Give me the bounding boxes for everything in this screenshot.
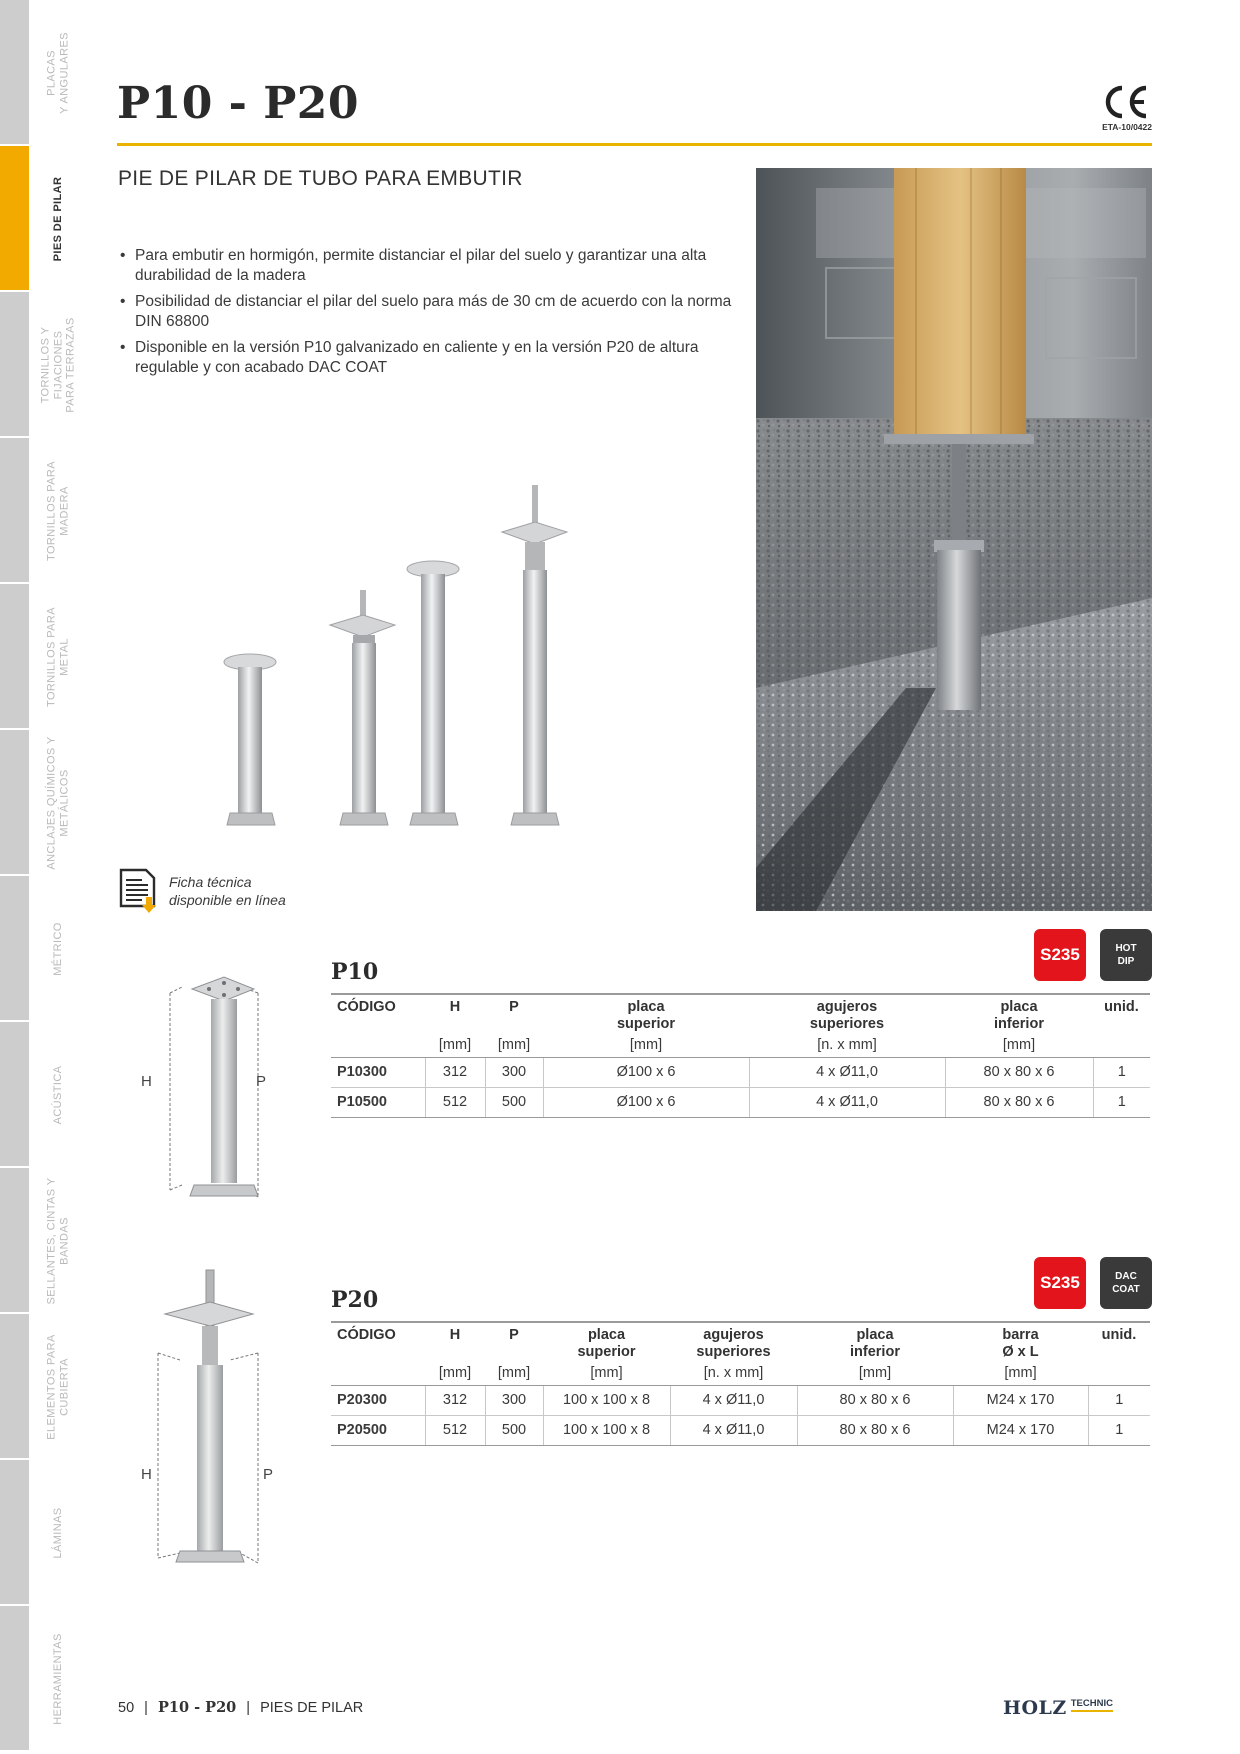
- fiche-tecnica-text[interactable]: [169, 873, 286, 909]
- page-number: 50: [118, 1700, 135, 1716]
- col-header: H: [449, 1327, 461, 1343]
- table-cell: 4 x Ø11,0: [670, 1386, 797, 1416]
- unit-cell: [mm]: [945, 1033, 1093, 1058]
- col-header: [953, 1323, 1088, 1361]
- sidebar-tab[interactable]: [0, 584, 29, 730]
- unit-cell: [mm]: [485, 1361, 543, 1386]
- installation-photo: [756, 168, 1152, 911]
- col-header-line: superiores: [696, 1344, 771, 1360]
- p20-finish-line1: DAC: [1115, 1271, 1137, 1282]
- sidebar-tab-label: TORNILLOS PARA MADERA: [45, 461, 70, 561]
- product-render: [205, 475, 655, 835]
- col-header-line: agujeros: [703, 1327, 764, 1343]
- col-header-line: barra: [1002, 1327, 1039, 1343]
- p10-finish-line1: HOT: [1115, 943, 1137, 954]
- feature-item: • Posibilidad de distanciar el pilar del suelo para más de 30 cm de acuerdo con la norma DIN 68800: [118, 292, 738, 332]
- sidebar-tab[interactable]: [0, 146, 29, 292]
- sidebar-tab-label: PLACAS Y ANGULARES: [45, 32, 70, 114]
- col-header-line: agujeros: [816, 999, 878, 1015]
- unit-cell: [331, 1361, 425, 1386]
- code-cell: P10500: [331, 1088, 425, 1118]
- p10-dimension-diagram: [140, 975, 280, 1220]
- footer-separator: |: [246, 1700, 251, 1716]
- brand-sub: TECHNIC: [1071, 1698, 1113, 1712]
- p10-dim-p: P: [256, 1073, 267, 1090]
- table-cell: Ø100 x 6: [543, 1058, 749, 1088]
- unit-cell: [1088, 1361, 1150, 1386]
- table-row: [331, 1386, 1150, 1416]
- feature-list: [118, 246, 738, 384]
- unit-cell: [mm]: [425, 1033, 485, 1058]
- table-cell: 80 x 80 x 6: [797, 1386, 953, 1416]
- code-cell: P20500: [331, 1416, 425, 1446]
- table-cell: 80 x 80 x 6: [797, 1416, 953, 1446]
- sidebar-tab-label: TORNILLOS PARA METAL: [45, 607, 70, 707]
- sidebar-tab[interactable]: [0, 1460, 29, 1606]
- table-cell: 312: [425, 1058, 485, 1088]
- page-subtitle: PIE DE PILAR DE TUBO PARA EMBUTIR: [118, 167, 523, 190]
- unit-cell: [n. x mm]: [749, 1033, 945, 1058]
- fiche-line-1: Ficha técnica: [169, 874, 252, 890]
- col-header: CÓDIGO: [337, 999, 396, 1015]
- title-rule: [117, 143, 1152, 146]
- table-cell: 4 x Ø11,0: [749, 1058, 945, 1088]
- sidebar-tab[interactable]: [0, 730, 29, 876]
- p10-short-render: [224, 654, 276, 825]
- table-cell: 300: [485, 1058, 543, 1088]
- sidebar-tab[interactable]: [0, 1022, 29, 1168]
- unit-cell: [mm]: [543, 1361, 670, 1386]
- p10-dim-h: H: [141, 1073, 152, 1090]
- page-footer: [118, 1699, 363, 1716]
- col-header: P: [509, 1327, 519, 1343]
- unit-cell: [331, 1033, 425, 1058]
- sidebar-tab-label: LÁMINAS: [51, 1507, 64, 1559]
- table-cell: 512: [425, 1416, 485, 1446]
- table-cell: 80 x 80 x 6: [945, 1058, 1093, 1088]
- p10-finish-badge: [1100, 929, 1152, 981]
- code-cell: P10300: [331, 1058, 425, 1088]
- unit-cell: [n. x mm]: [670, 1361, 797, 1386]
- table-cell: M24 x 170: [953, 1386, 1088, 1416]
- sidebar-tab-label: ELEMENTOS PARA CUBIERTA: [45, 1334, 70, 1440]
- code-cell: P20300: [331, 1386, 425, 1416]
- table-cell: 1: [1093, 1058, 1150, 1088]
- table-cell: 4 x Ø11,0: [670, 1416, 797, 1446]
- sidebar-tab[interactable]: [0, 438, 29, 584]
- table-cell: 512: [425, 1088, 485, 1118]
- p20-dimension-diagram: [140, 1268, 280, 1568]
- table-cell: 80 x 80 x 6: [945, 1088, 1093, 1118]
- footer-section: PIES DE PILAR: [260, 1700, 364, 1716]
- p20-title: P20: [331, 1287, 379, 1313]
- p20-short-render: [330, 590, 395, 825]
- col-header: unid.: [1101, 1327, 1137, 1343]
- p10-finish-line2: DIP: [1117, 956, 1135, 967]
- table-cell: 1: [1088, 1386, 1150, 1416]
- table-cell: 500: [485, 1088, 543, 1118]
- col-header-line: placa: [1000, 999, 1038, 1015]
- col-header: CÓDIGO: [337, 1327, 396, 1343]
- col-header: [945, 995, 1093, 1033]
- brand-logo: [1003, 1697, 1113, 1719]
- sidebar-tab-label: ANCLAJES QUÍMICOS Y METÁLICOS: [45, 736, 70, 870]
- unit-cell: [mm]: [953, 1361, 1088, 1386]
- col-header-line: placa: [856, 1327, 894, 1343]
- p10-title: P10: [331, 959, 379, 985]
- col-header-line: Ø x L: [1002, 1344, 1039, 1360]
- sidebar-tab[interactable]: [0, 1314, 29, 1460]
- table-row: [331, 1416, 1150, 1446]
- sidebar-tab[interactable]: [0, 292, 29, 438]
- table-cell: 100 x 100 x 8: [543, 1386, 670, 1416]
- unit-cell: [mm]: [485, 1033, 543, 1058]
- table-cell: 312: [425, 1386, 485, 1416]
- table-cell: 300: [485, 1386, 543, 1416]
- ce-mark-icon: [1102, 82, 1152, 122]
- col-header: [749, 995, 945, 1033]
- table-cell: Ø100 x 6: [543, 1088, 749, 1118]
- sidebar-tab-label: HERRAMIENTAS: [51, 1633, 64, 1725]
- fiche-line-2: disponible en línea: [169, 892, 286, 908]
- col-header-line: placa: [587, 1327, 626, 1343]
- p10-spec-table: [331, 995, 1150, 1118]
- feature-item: • Para embutir en hormigón, permite distanciar el pilar del suelo y garantizar una alta durabilidad de la madera: [118, 246, 738, 286]
- p20-dim-p: P: [263, 1466, 274, 1483]
- sidebar-tab-label: ACÚSTICA: [51, 1065, 64, 1125]
- p20-finish-line2: COAT: [1112, 1284, 1140, 1295]
- sidebar-tab[interactable]: [0, 876, 29, 1022]
- col-header-line: placa: [627, 999, 665, 1015]
- col-header: [543, 1323, 670, 1361]
- p20-spec-table: [331, 1323, 1150, 1446]
- table-cell: 500: [485, 1416, 543, 1446]
- sidebar-tab-label: MÉTRICO: [51, 922, 64, 976]
- table-cell: M24 x 170: [953, 1416, 1088, 1446]
- feature-item: • Disponible en la versión P10 galvanizado en caliente y en la versión P20 de altura regulable y con acabado DAC COAT: [118, 338, 738, 378]
- page-title: P10 - P20: [117, 78, 360, 129]
- col-header-line: inferior: [850, 1344, 900, 1360]
- p20-steel-badge: S235: [1034, 1257, 1086, 1309]
- unit-cell: [mm]: [543, 1033, 749, 1058]
- col-header: P: [509, 999, 519, 1015]
- eta-code: ETA-10/0422: [1102, 122, 1152, 132]
- table-cell: 100 x 100 x 8: [543, 1416, 670, 1446]
- section-sidebar: [0, 0, 29, 1754]
- table-cell: 1: [1093, 1088, 1150, 1118]
- table-row: [331, 1088, 1150, 1118]
- sidebar-tab[interactable]: [0, 1168, 29, 1314]
- col-header: H: [449, 999, 461, 1015]
- p20-long-render: [502, 485, 567, 825]
- sidebar-tab-label: TORNILLOS Y FIJACIONES PARA TERRAZAS: [39, 317, 77, 413]
- sidebar-tab[interactable]: [0, 1606, 29, 1752]
- footer-product: P10 - P20: [157, 1699, 237, 1716]
- sidebar-tab-label: PIES DE PILAR: [51, 176, 64, 262]
- unit-cell: [mm]: [797, 1361, 953, 1386]
- sidebar-tab[interactable]: [0, 0, 29, 146]
- p20-dim-h: H: [141, 1466, 152, 1483]
- col-header: [670, 1323, 797, 1361]
- col-header-line: superior: [616, 1016, 675, 1032]
- sidebar-tab-label: SELLANTES, CINTAS Y BANDAS: [45, 1177, 70, 1305]
- table-row: [331, 1058, 1150, 1088]
- col-header: [797, 1323, 953, 1361]
- p10-long-render: [407, 561, 459, 825]
- p10-steel-badge: S235: [1034, 929, 1086, 981]
- col-header: [543, 995, 749, 1033]
- unit-cell: [mm]: [425, 1361, 485, 1386]
- brand-name: HOLZ: [1003, 1697, 1067, 1719]
- footer-separator: |: [144, 1700, 148, 1716]
- p20-finish-badge: [1100, 1257, 1152, 1309]
- col-header-line: superior: [577, 1344, 636, 1360]
- document-download-icon[interactable]: [118, 866, 158, 914]
- col-header-line: superiores: [809, 1016, 885, 1032]
- table-cell: 4 x Ø11,0: [749, 1088, 945, 1118]
- table-cell: 1: [1088, 1416, 1150, 1446]
- col-header-line: inferior: [994, 1016, 1044, 1032]
- unit-cell: [1093, 1033, 1150, 1058]
- col-header: unid.: [1104, 999, 1139, 1015]
